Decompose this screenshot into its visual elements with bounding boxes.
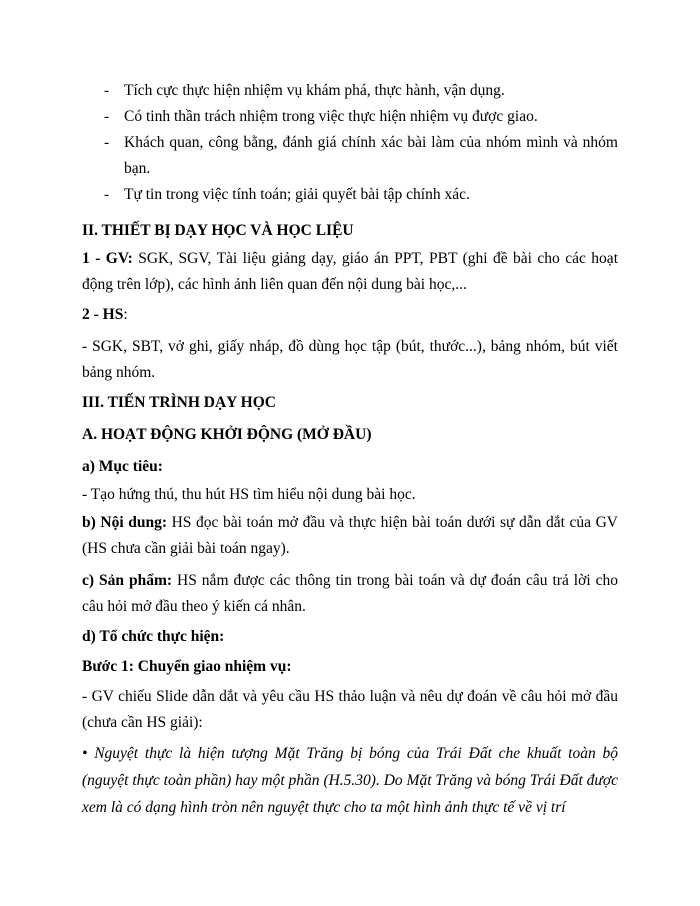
step-1-label: Bước 1: Chuyển giao nhiệm vụ: [82, 658, 292, 675]
dash-marker: - [104, 82, 110, 99]
gv-label: 1 - GV: [82, 250, 133, 267]
product-paragraph [82, 568, 618, 620]
section-2-heading: II. THIẾT BỊ DẠY HỌC VÀ HỌC LIỆU [82, 222, 354, 239]
section-3-heading: III. TIẾN TRÌNH DẠY HỌC [82, 394, 276, 411]
content-paragraph [82, 510, 618, 562]
goal-label: a) Mục tiêu: [82, 458, 163, 475]
dash-marker: - [104, 108, 110, 125]
product-label: c) Sản phẩm: [82, 572, 173, 589]
goal-text: - Tạo hứng thú, thu hút HS tìm hiểu nội dung bài học. [82, 486, 416, 503]
hs-label: 2 - HS [82, 306, 124, 323]
dash-marker: - [104, 134, 110, 151]
content-text: HS đọc bài toán mở đầu và thực hiện bài toán dưới sự dẫn dắt của GV (HS chưa cần giải bài toán ngay). [82, 514, 618, 557]
bullet-text: Tích cực thực hiện nhiệm vụ khám phá, thực hành, vận dụng. [124, 82, 505, 99]
hs-label-line [82, 302, 618, 328]
bullet-text: Có tinh thần trách nhiệm trong việc thực hiện nhiệm vụ được giao. [124, 108, 538, 125]
lunar-eclipse-quote: • Nguyệt thực là hiện tượng Mặt Trăng bị bóng của Trái Đất che khuất toàn bộ (nguyệt thực toàn phần) hay một phần (H.5.30). Do Mặt Trăng và bóng Trái Đất được xem là có dạng hình tròn nên nguyệt thực cho ta một hình ảnh thực tế về vị trí [82, 745, 618, 816]
organization-label: d) Tổ chức thực hiện: [82, 628, 225, 645]
dash-marker: - [104, 186, 110, 203]
bullet-item [82, 182, 618, 208]
gv-materials-paragraph [82, 246, 618, 298]
gv-text: SGK, SGV, Tài liệu giảng dạy, giáo án PPT, PBT (ghi đề bài cho các hoạt động trên lớp), các hình ảnh liên quan đến nội dung bài học,... [82, 250, 618, 293]
bullet-item [82, 104, 618, 130]
bullet-text: Tự tin trong việc tính toán; giải quyết bài tập chính xác. [124, 186, 470, 203]
bullet-item [82, 130, 618, 182]
hs-materials-paragraph: - SGK, SBT, vở ghi, giấy nháp, đồ dùng học tập (bút, thước...), bảng nhóm, bút viết bảng nhóm. [82, 338, 618, 381]
bullet-item [82, 78, 618, 104]
bullet-text: Khách quan, công bằng, đánh giá chính xác bài làm của nhóm mình và nhóm bạn. [124, 134, 618, 177]
product-text: HS nắm được các thông tin trong bài toán và dự đoán câu trả lời cho câu hỏi mở đầu theo ý kiến cá nhân. [82, 572, 618, 615]
content-label: b) Nội dung: [82, 514, 167, 531]
objective-bullet-list [82, 78, 618, 208]
activity-heading: A. HOẠT ĐỘNG KHỞI ĐỘNG (MỞ ĐẦU) [82, 426, 372, 443]
hs-colon: : [123, 306, 128, 323]
step-1-text: - GV chiếu Slide dẫn dắt và yêu cầu HS thảo luận và nêu dự đoán về câu hỏi mở đầu (chưa cần HS giải): [82, 688, 618, 731]
